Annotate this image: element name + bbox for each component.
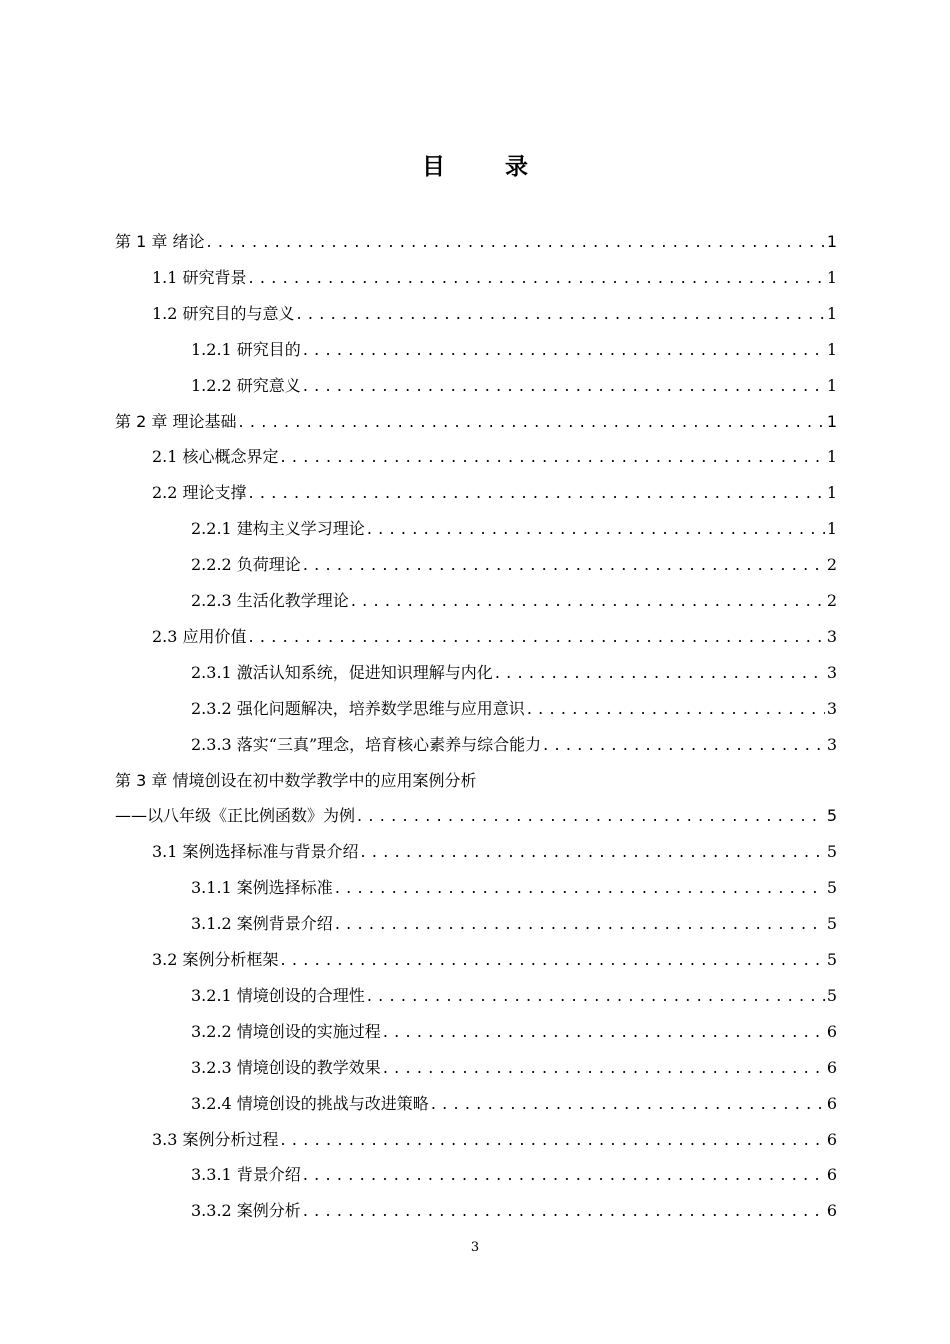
toc-entry[interactable]	[191, 336, 837, 360]
toc-entry-label: 3.2 案例分析框架	[152, 950, 279, 969]
toc-entry-page: 3	[826, 734, 837, 754]
toc-entry-label: 2.2.3 生活化教学理论	[191, 591, 349, 610]
toc-leader-dots	[281, 950, 825, 970]
toc-entry-label: 2.1 核心概念界定	[152, 447, 279, 467]
toc-leader-dots	[281, 1130, 825, 1150]
toc-entry-label: 2.2.2 负荷理论	[191, 555, 301, 575]
toc-entry[interactable]	[191, 659, 837, 683]
toc-entry-page: 1	[826, 375, 837, 395]
toc-leader-dots	[303, 555, 825, 575]
toc-entry[interactable]	[152, 443, 837, 467]
toc-entry-page: 1	[826, 232, 837, 251]
toc-leader-dots	[303, 376, 825, 396]
toc-entry[interactable]	[152, 838, 837, 862]
toc-entry-page: 5	[826, 842, 837, 862]
toc-entry-label: 2.3.3 落实“三真”理念，培育核心素养与综合能力	[191, 734, 542, 754]
toc-entry[interactable]	[152, 1126, 837, 1150]
toc-entry-label: 3.2.1 情境创设的合理性	[191, 985, 365, 1005]
toc-leader-dots	[367, 519, 825, 539]
toc-entry-page: 5	[826, 914, 837, 934]
toc-entry-page: 3	[826, 626, 837, 646]
toc-entry-page: 6	[826, 1057, 837, 1077]
toc-entry[interactable]	[191, 1090, 837, 1114]
toc-entry-label: 2.3.2 强化问题解决，培养数学思维与应用意识	[191, 698, 525, 718]
toc-entry[interactable]	[191, 1161, 837, 1185]
page-title: 目 录	[421, 154, 554, 180]
toc-entry-label: 2.2 理论支撑	[152, 483, 247, 503]
toc-entry[interactable]	[115, 767, 837, 791]
toc-entry-label: 2.3.1 激活认知系统，促进知识理解与内化	[191, 662, 493, 682]
toc-entry-page: 2	[826, 591, 837, 610]
toc-leader-dots	[357, 806, 825, 826]
toc-entry-label: 1.2.1 研究目的	[191, 339, 301, 359]
toc-entry[interactable]	[152, 946, 837, 970]
toc-entry-page: 2	[826, 555, 837, 575]
toc-entry-label: 3.1.1 案例选择标准	[191, 878, 333, 898]
toc-entry-page: 1	[826, 483, 837, 503]
toc-entry[interactable]	[191, 1054, 837, 1078]
toc-leader-dots	[206, 232, 824, 252]
toc-entry[interactable]	[191, 731, 837, 755]
toc-entry-label: 3.2.3 情境创设的教学效果	[191, 1057, 381, 1077]
toc-entry-page: 5	[826, 985, 837, 1005]
toc-entry-label: 3.1.2 案例背景介绍	[191, 914, 333, 934]
toc-entry-label: 第 3 章 情境创设在初中数学教学中的应用案例分析	[115, 770, 477, 790]
toc-leader-dots	[383, 1022, 825, 1042]
toc-entry[interactable]	[191, 910, 837, 934]
toc-entry[interactable]	[191, 1197, 837, 1221]
toc-entry[interactable]	[191, 982, 837, 1006]
toc-entry[interactable]	[152, 300, 837, 324]
toc-leader-dots	[303, 1165, 825, 1185]
toc-entry-label: 3.3.2 案例分析	[191, 1201, 301, 1221]
toc-entry-page: 1	[826, 267, 837, 287]
toc-leader-dots	[543, 735, 825, 755]
toc-entry-page: 1	[826, 339, 837, 359]
toc-entry-label: 第 1 章 绪论	[115, 232, 205, 251]
toc-entry-label: 3.3.1 背景介绍	[191, 1165, 301, 1185]
toc-entry-page: 6	[826, 1021, 837, 1041]
toc-leader-dots	[281, 447, 825, 467]
toc-entry[interactable]	[191, 372, 837, 396]
toc-leader-dots	[383, 1058, 825, 1078]
page-number: 3	[470, 1240, 480, 1255]
toc-entry-page: 5	[826, 878, 837, 898]
toc-entry[interactable]	[191, 874, 837, 898]
toc-entry-page: 6	[826, 1165, 837, 1185]
toc-entry[interactable]	[152, 623, 837, 647]
toc-entry-label: 第 2 章 理论基础	[115, 411, 237, 431]
toc-entry-page: 1	[826, 303, 837, 323]
toc-leader-dots	[297, 304, 825, 324]
toc-entry-label: 3.1 案例选择标准与背景介绍	[152, 842, 359, 862]
toc-leader-dots	[303, 1201, 825, 1221]
toc-leader-dots	[249, 627, 825, 647]
toc-entry[interactable]	[115, 802, 837, 826]
toc-entry[interactable]	[191, 695, 837, 719]
toc-leader-dots	[527, 699, 825, 719]
toc-entry-page: 1	[826, 519, 837, 539]
toc-entry-page: 5	[826, 806, 837, 826]
toc-entry-page: 3	[826, 662, 837, 682]
toc-entry[interactable]	[152, 479, 837, 503]
toc-leader-dots	[495, 663, 825, 683]
toc-entry-page: 6	[826, 1201, 837, 1221]
toc-leader-dots	[238, 412, 824, 432]
toc-leader-dots	[367, 986, 825, 1006]
toc-leader-dots	[335, 914, 825, 934]
toc-leader-dots	[249, 268, 825, 288]
toc-entry-page: 3	[826, 698, 837, 718]
toc-entry-page: 6	[826, 1129, 837, 1149]
toc-entry-label: ——以八年级《正比例函数》为例	[115, 806, 356, 826]
toc-leader-dots	[303, 340, 825, 360]
toc-entry-label: 3.2.2 情境创设的实施过程	[191, 1021, 381, 1041]
toc-entry-label: 1.1 研究背景	[152, 267, 247, 287]
toc-entry-label: 1.2 研究目的与意义	[152, 303, 295, 323]
toc-entry[interactable]	[191, 551, 837, 575]
toc-leader-dots	[249, 483, 825, 503]
toc-entry-page: 5	[826, 950, 837, 969]
toc-entry[interactable]	[115, 228, 837, 252]
toc-entry-page: 6	[826, 1093, 837, 1113]
toc-entry-label: 2.2.1 建构主义学习理论	[191, 519, 365, 539]
toc-entry[interactable]	[152, 264, 837, 288]
toc-entry[interactable]	[115, 408, 837, 432]
toc-entry[interactable]	[191, 587, 837, 611]
toc-entry-label: 1.2.2 研究意义	[191, 375, 301, 395]
toc-leader-dots	[361, 842, 825, 862]
toc-entry[interactable]	[191, 1018, 837, 1042]
toc-leader-dots	[351, 591, 825, 611]
toc-entry-label: 3.3 案例分析过程	[152, 1129, 279, 1149]
toc-leader-dots	[431, 1094, 825, 1114]
toc-entry-page: 1	[826, 411, 837, 431]
toc-leader-dots	[335, 878, 825, 898]
toc-entry-label: 2.3 应用价值	[152, 626, 247, 646]
toc-entry-page: 1	[826, 447, 837, 467]
toc-entry-label: 3.2.4 情境创设的挑战与改进策略	[191, 1093, 429, 1113]
toc-entry[interactable]	[191, 515, 837, 539]
